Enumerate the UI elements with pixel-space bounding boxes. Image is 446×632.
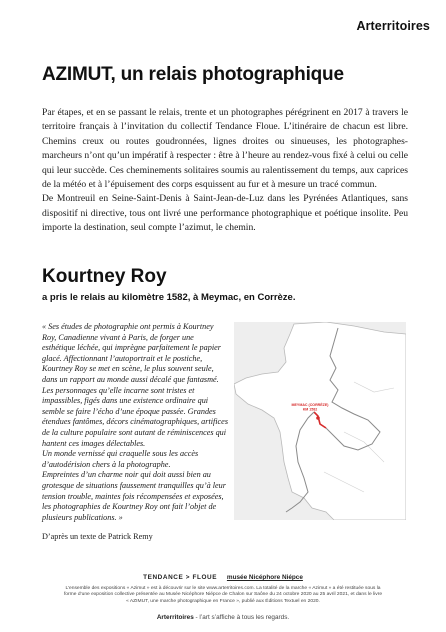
quote-paragraph: « Ses études de photographie ont permis à Kourtney Roy, Canadienne vivant à Paris, de forger une esthétique léchée, qui imprègne parfaitement le papier glacé. Affectionnant l’autoportrait et le postiche, Kourtney Roy se met en scène, le plus souvent seule, dans un rapport au monde aussi décalé que fantasmé. Les personnages qu’elle incarne sont tristes et impassibles, figés dans une existence ordinaire qui semble se faire l’écho d’une époque passée. Grandes étendues fantômes, décors cinématographiques, artifices de la culture populaire sont autant de réminiscences qui hantent ces images délectables. [42, 322, 229, 448]
artist-name: Kourtney Roy [42, 266, 167, 287]
footer-note: L’ensemble des expositions « Azimut » est à découvrir sur le site www.arterritoires.com. La totalité de la marche « Azimut » a été restituée sous la forme d’une exposition collective présentée au Musée Nicéphore Niépce de Chalon sur Saône du 24 octobre 2020 au 25 avril 2021, et dans le livre « AZIMUT, une marche photographique en France », publié aux Éditions Textuel en 2020. [63, 586, 383, 604]
map-highlight-km: KM 1582 [302, 407, 318, 412]
tagline-text: - l’art s’affiche à tous les regards. [193, 614, 290, 621]
page-title: AZIMUT, un relais photographique [42, 64, 344, 85]
artist-subtitle: a pris le relais au kilomètre 1582, à Meymac, en Corrèze. [42, 292, 296, 303]
intro-paragraph: Par étapes, et en se passant le relais, trente et un photographes pérégrinent en 2017 à travers le territoire français à l’invitation du collectif Tendance Floue. L’itinéraire de chacun est libre. Chemins creux ou routes goudronnées, lignes droites ou sinueuses, les photographes-marcheurs n’ont qu’un impératif à respecter : être à l’heure au rendez-vous fixé à celui ou celle qui leur succède. Ces cheminements solitaires soumis au ralentissement du temps, aux caprices de la météo et à l’épuisement des corps esquissent au fur et à mesure un tracé commun. [42, 107, 408, 191]
quote-paragraph: Empreintes d’un charme noir qui doit aussi bien au grotesque de situations faussement tranquilles qu’à leur tension trouble, maintes fois récompensées et exposées, les photographies de Kourtney Roy ont fait l’objet de plusieurs publications. » [42, 470, 226, 522]
quote-credit: D’après un texte de Patrick Remy [42, 532, 153, 541]
partner-logos [0, 574, 446, 581]
quote-paragraph: Un monde vernissé qui craquelle sous les accès d’autodérision chers à la photographe. [42, 449, 199, 469]
tagline-brand: Arterritoires [156, 614, 194, 621]
brand-logo: Arterritoires [356, 19, 430, 33]
meymac-marker [316, 416, 320, 420]
intro-text [42, 106, 408, 236]
musee-niepce-logo: musée Nicéphore Niépce [226, 574, 303, 581]
map-highlight-label: MEYMAC (CORRÈZE) [291, 403, 329, 407]
route-map [234, 322, 406, 520]
footer-tagline [0, 614, 446, 621]
intro-paragraph: De Montreuil en Seine-Saint-Denis à Saint-Jean-de-Luz dans les Pyrénées Atlantiques, sans dispositif ni directive, tous ont livré une performance photographique et poétique insolite. Peu importe la destination, seul compte l’azimut, le chemin. [42, 193, 408, 234]
tendance-floue-logo: TENDANCE > FLOUE [143, 574, 218, 581]
france-map-graphic [234, 322, 406, 520]
artist-quote [42, 322, 228, 523]
